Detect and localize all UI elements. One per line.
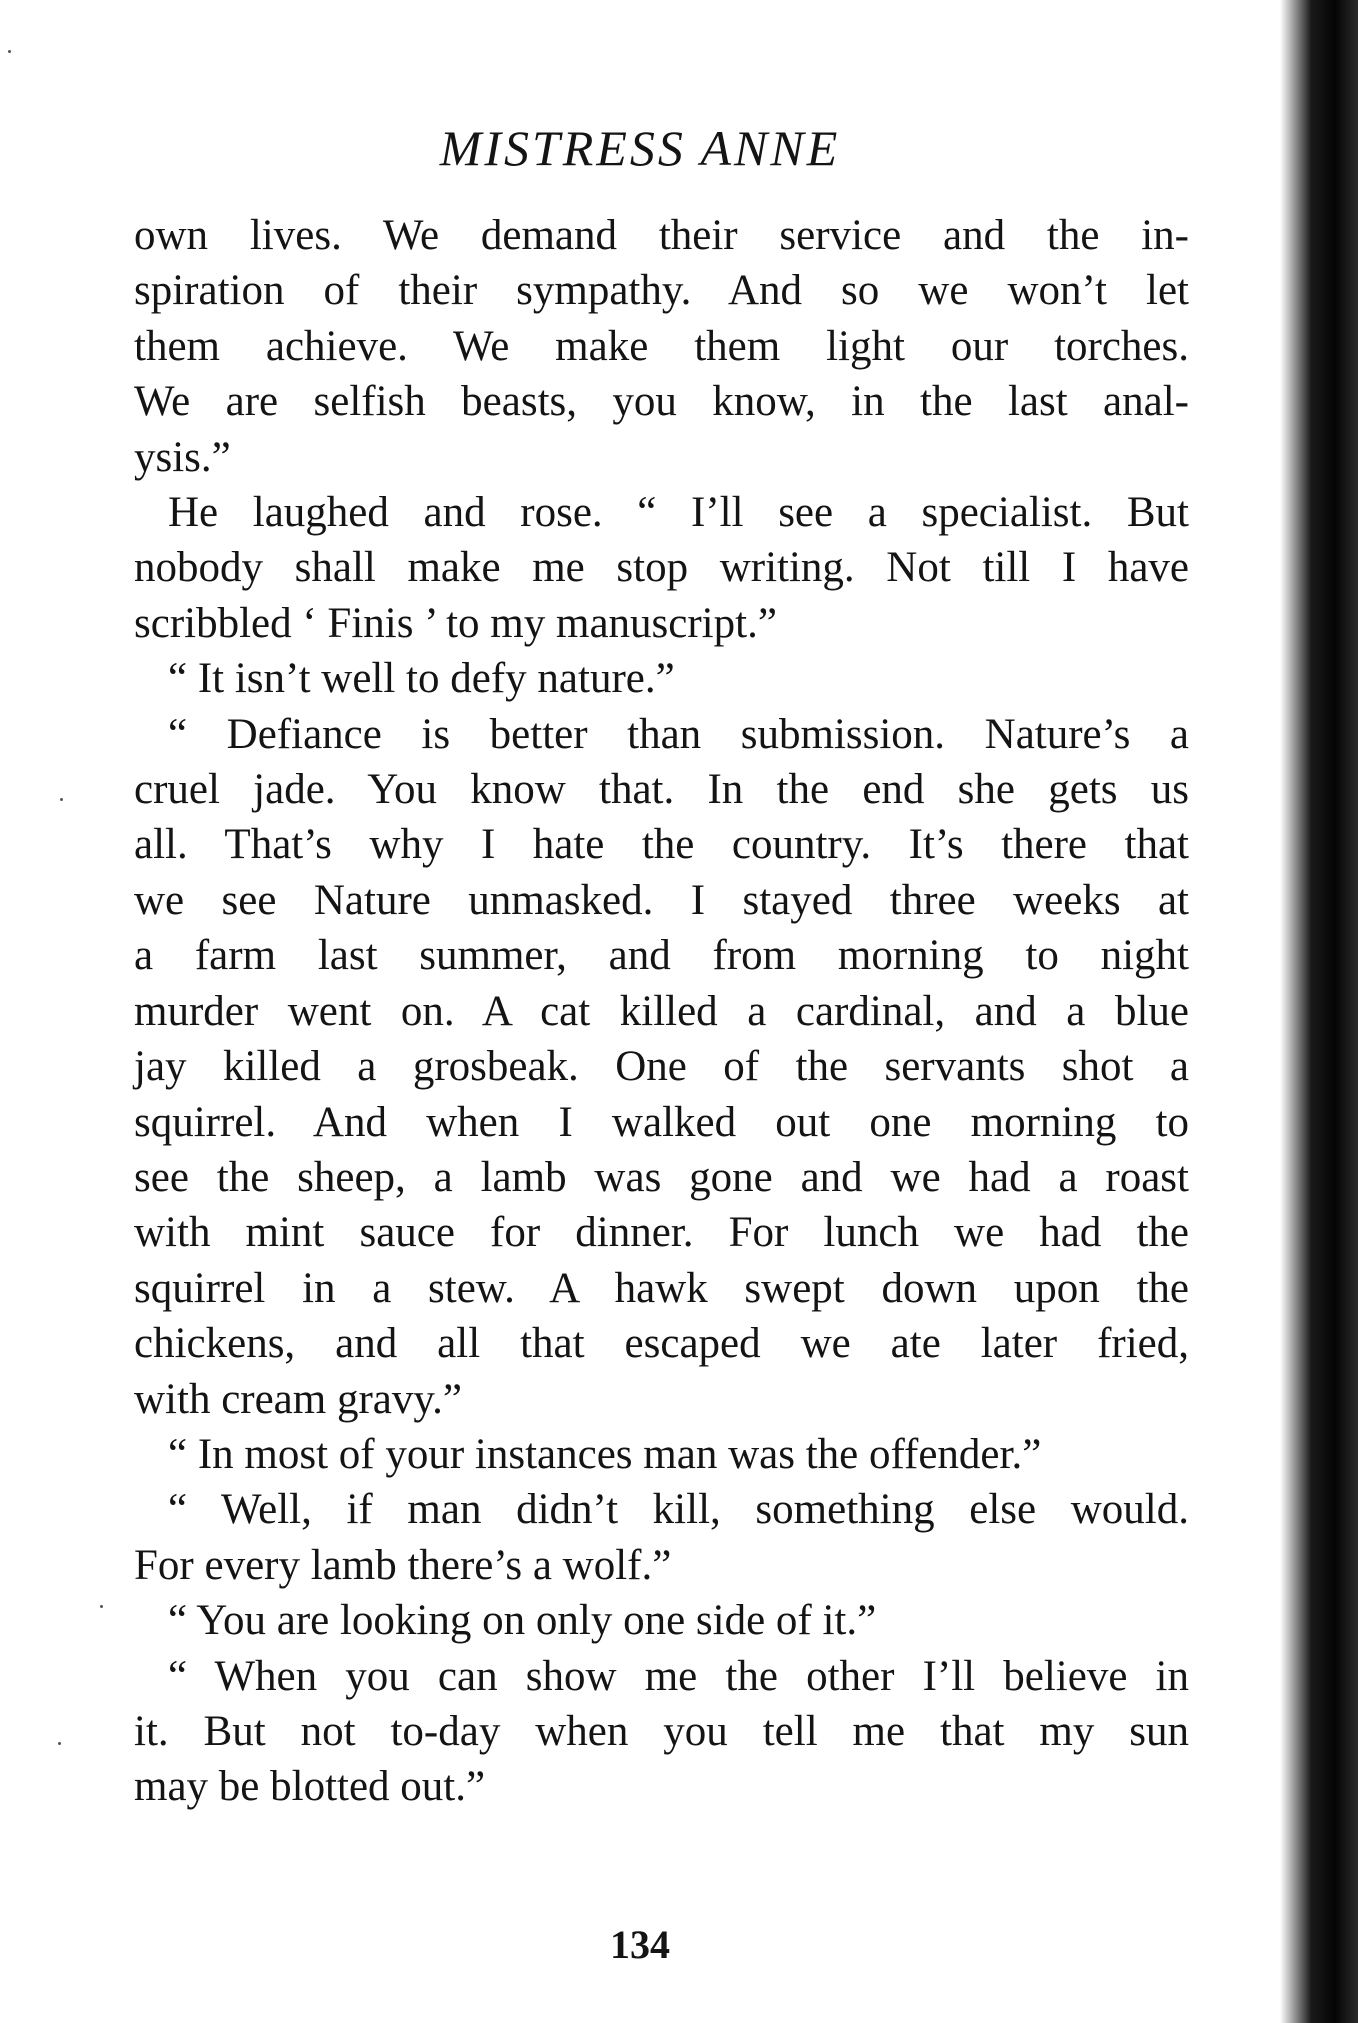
text-line: it. But not to-day when you tell me that my sun (134, 1707, 1189, 1755)
text-line: “ Well, if man didn’t kill, something else would. (168, 1486, 1189, 1534)
text-line: ysis.” (134, 433, 231, 481)
text-line: murder went on. A cat killed a cardinal, and a blue (134, 987, 1189, 1035)
text-line: squirrel in a stew. A hawk swept down upon the (134, 1264, 1189, 1312)
text-line: them achieve. We make them light our torches. (134, 322, 1189, 370)
page-number: 134 (610, 1922, 670, 1967)
text-line: own lives. We demand their service and the in- (134, 212, 1189, 259)
text-line: nobody shall make me stop writing. Not till I have (134, 544, 1189, 592)
scan-speck (100, 1605, 103, 1608)
text-line: “ In most of your instances man was the offender.” (168, 1430, 1042, 1478)
text-line: “ It isn’t well to defy nature.” (168, 655, 675, 703)
text-line: squirrel. And when I walked out one morning to (134, 1098, 1189, 1146)
scan-speck (60, 798, 63, 801)
text-line: For every lamb there’s a wolf.” (134, 1541, 672, 1589)
running-head: MISTRESS ANNE (439, 120, 841, 176)
text-line: we see Nature unmasked. I stayed three weeks at (134, 876, 1189, 924)
text-line: a farm last summer, and from morning to night (134, 932, 1189, 980)
text-line: chickens, and all that escaped we ate later fried, (134, 1320, 1189, 1368)
text-line: with mint sauce for dinner. For lunch we had the (134, 1209, 1189, 1257)
text-line: “ Defiance is better than submission. Nature’s a (168, 710, 1189, 758)
text-line: “ When you can show me the other I’ll believe in (168, 1652, 1189, 1700)
scan-speck (8, 50, 11, 53)
body-text (134, 208, 1189, 1815)
text-line: He laughed and rose. “ I’ll see a specialist. But (168, 489, 1189, 537)
text-line: with cream gravy.” (134, 1375, 462, 1423)
scan-speck (58, 1742, 61, 1745)
text-line: spiration of their sympathy. And so we won’t let (134, 267, 1189, 315)
text-line: “ You are looking on only one side of it.” (168, 1597, 877, 1645)
text-line: We are selfish beasts, you know, in the last anal- (134, 378, 1189, 426)
text-line: may be blotted out.” (134, 1763, 486, 1811)
text-line: jay killed a grosbeak. One of the servants shot a (134, 1043, 1189, 1091)
book-binding-shadow (1280, 0, 1358, 2023)
text-line: scribbled ‘ Finis ’ to my manuscript.” (134, 599, 777, 647)
text-line: cruel jade. You know that. In the end she gets us (134, 766, 1189, 814)
text-line: all. That’s why I hate the country. It’s there that (134, 821, 1189, 869)
text-line: see the sheep, a lamb was gone and we had a roast (134, 1153, 1189, 1201)
